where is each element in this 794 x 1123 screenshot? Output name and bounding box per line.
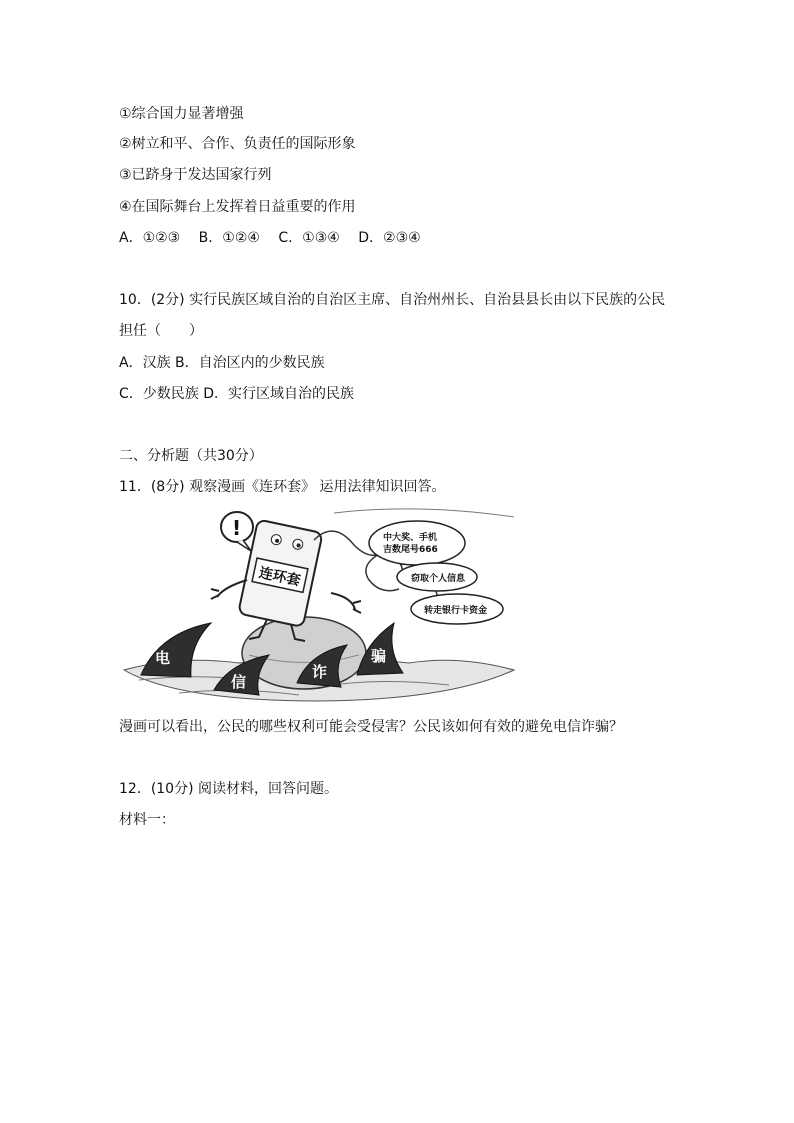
phone-label: 连环套 [257,564,302,590]
option-2: ②树立和平、合作、负责任的国际形象 [119,136,356,152]
q10-stem-line1: 10．(2分) 实行民族区域自治的自治区主席、自治州州长、自治县县长由以下民族的公民 [119,292,666,308]
q10-stem-line2: 担任（ ） [119,323,203,339]
bubble-transfer-funds-text: 转走银行卡资金 [424,606,488,616]
bubble-prize-scam [369,521,465,565]
q11-stem: 11．(8分) 观察漫画《连环套》 运用法律知识回答。 [119,479,446,495]
option-4: ④在国际舞台上发挥着日益重要的作用 [119,199,356,215]
bubble-prize-line1: 中大奖、手机 [383,533,438,543]
fin-label-4: 骗 [371,647,387,665]
q10-answer-line1: A．汉族 B．自治区内的少数民族 [119,355,325,371]
option-3: ③已跻身于发达国家行列 [119,167,272,183]
q9-answer-choices: A．①②③ B．①②④ C．①③④ D．②③④ [119,230,421,246]
bubble-steal-info-text: 窃取个人信息 [411,574,466,584]
q12-stem: 12．(10分) 阅读材料，回答问题。 [119,781,339,797]
fin-label-3: 诈 [312,663,328,681]
fin-label-1: 电 [155,649,171,667]
fin-label-2: 信 [231,673,247,691]
bubble-prize-line2: 吉数尾号666 [383,545,438,555]
option-1: ①综合国力显著增强 [119,106,244,122]
bubble-exclamation: ! [232,516,242,540]
q10-answer-line2: C．少数民族 D．实行区域自治的民族 [119,386,355,402]
section-title: 二、分析题（共30分） [119,448,263,464]
q11-question: 漫画可以看出，公民的哪些权利可能会受侵害？公民该如何有效的避免电信诈骗？ [119,719,623,735]
cartoon-image [119,505,531,705]
q12-material-label: 材料一： [119,812,175,828]
